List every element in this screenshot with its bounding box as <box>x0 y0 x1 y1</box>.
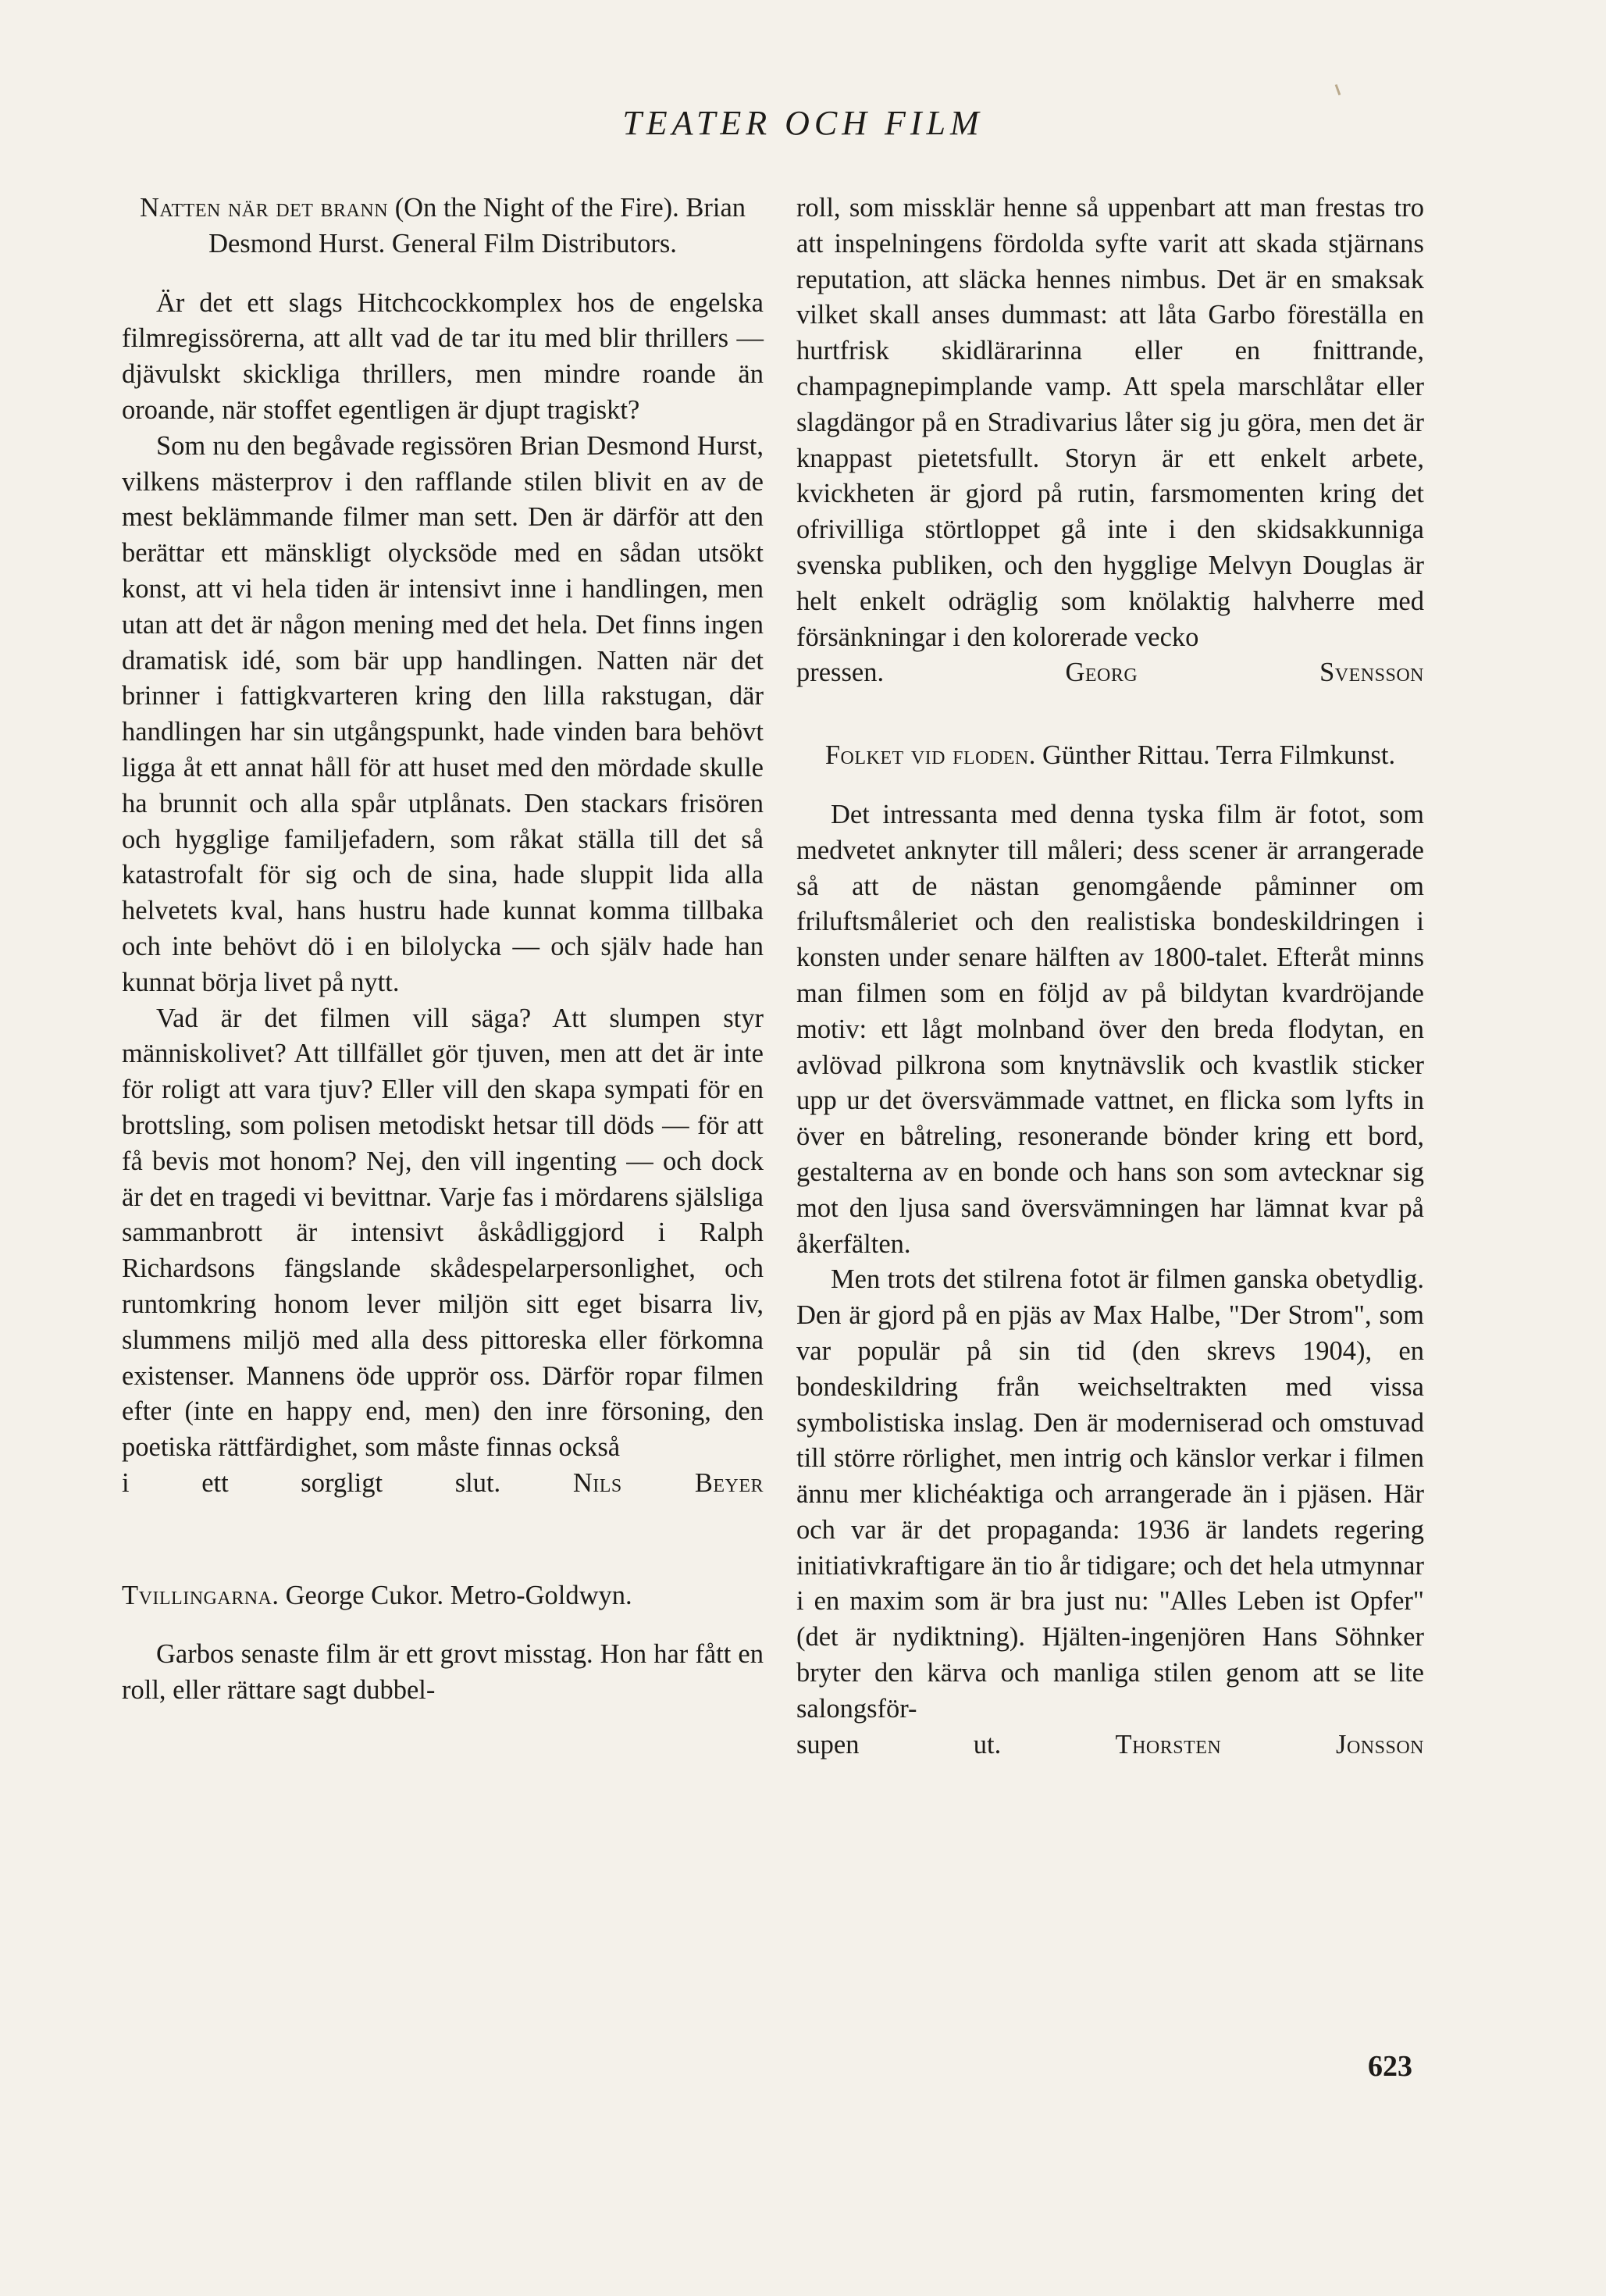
left-column <box>122 191 764 1709</box>
review-paragraph-end: supen ut. <box>796 1729 1002 1759</box>
page-number: 623 <box>1368 2050 1412 2083</box>
signature-line <box>122 1466 764 1502</box>
review-paragraph: Vad är det filmen vill säga? Att slumpen styr människolivet? Att tillfället gör tjuven, men att det är inte för roligt att vara tjuv? Eller vill den skapa sympati för en brottsling, som polisen metodiskt hetsar till döds — för att få bevis mot honom? Nej, den vill ingenting — och dock är det en tragedi vi bevittnar. Varje fas i mördarens själsliga sammanbrott är intensivt åskådliggjord i Ralph Richardsons fängslande skådespelarpersonlighet, och runtomkring honom lever miljön sitt eget bisarra liv, slummens miljö med alla dess pittoreska eller förkomna existenser. Mannens öde upprör oss. Därför ropar filmen efter (inte en happy end, men) den inre försoning, den poetiska rättfärdighet, som måste finnas också <box>122 1003 764 1463</box>
review-paragraph-continued: roll, som missklär henne så uppenbart att man frestas tro att inspelningens fördolda syfte varit att skada stjärnans reputation, att släcka hennes nimbus. Det är en smaksak vilket skall anses dummast: att låta Garbo föreställa en hurtfrisk skidlärarinna eller en fnittrande, champagnepimplande vamp. Att spela marschlåtar eller slagdängor på en Stradivarius låter sig ju göra, men det är knappast pietetsfullt. Storyn är ett enkelt arbete, kvickheten är gjord på rutin, farsmomenten kring det ofrivilliga störtloppet gå inte i den skidsakkunniga svenska publiken, och den hygglige Melvyn Douglas är helt enkelt odräglig som knölaktig halvherre med försänkningar i den kolorerade vecko <box>796 193 1424 652</box>
author-signature: Nils Beyer <box>572 1467 764 1498</box>
film-title: Folket vid floden <box>824 740 1029 771</box>
review-paragraph: Som nu den begåvade regissören Brian Desmond Hurst, vilkens mästerprov i den rafflande stilen blivit en av de mest beklämmande filmer man sett. Den är därför att den berättar ett mänskligt olycksöde med en sådan utsökt konst, att vi hela tiden är intensivt inne i handlingen, men utan att det är någon mening med det hela. Det finns ingen dramatisk idé, som bär upp handlingen. Natten när det brinner i fattigkvarteren kring den lilla rakstugan, där handlingen har sin utgångspunkt, hade vinden bara behövt ligga åt ett annat håll för att huset med den mördade skulle ha brunnit och alla spår utplånats. Den stackars frisören och hygglige familjefadern, som råkat ställa till det så katastrofalt för sig och de sina, hade sluppit lida alla helvetets kval, hans hustru hade kunnat komma tillbaka och inte behövt dö i en bilolycka — och själv hade han kunnat börja livet på nytt. <box>122 430 764 997</box>
signature-line <box>796 1727 1424 1763</box>
review-paragraph-end: pressen. <box>796 658 885 688</box>
review-title-folket <box>796 738 1424 774</box>
print-speck <box>1335 84 1341 95</box>
film-credits: . Günther Rittau. Terra Filmkunst. <box>1028 740 1396 771</box>
author-signature: Georg Svensson <box>1065 658 1424 688</box>
author-signature: Thorsten Jonsson <box>1115 1729 1424 1759</box>
film-title: Natten när det brann <box>139 193 389 223</box>
film-credits: (On the Night of the Fire). Brian Desmond Hurst. General Film Distributors. <box>208 193 746 258</box>
review-paragraph-end: i ett sorgligt slut. <box>122 1467 501 1498</box>
right-column <box>796 191 1424 1763</box>
review-paragraph: Men trots det stilrena fotot är filmen ganska obetydlig. Den är gjord på en pjäs av Max Halbe, "Der Strom", som var populär på sin tid (den skrevs 1904), en bondeskildring från weichseltrakten med vissa symbolistiska inslag. Den är moderniserad och omstuvad till större rörlighet, men intrig och känslor verkar i filmen ännu mer klichéaktiga och arrangerade än i pjäsen. Här och var är det propaganda: 1936 är landets regering initiativkraftigare än tio år tidigare; och det hela utmynnar i en maxim som är bra just nu: "Alles Leben ist Opfer" (det är nydiktning). Hjälten-ingenjören Hans Söhnker bryter den kärva och manliga stilen genom att se lite salongsför- <box>796 1264 1424 1724</box>
review-paragraph: Det intressanta med denna tyska film är fotot, som medvetet anknyter till måleri; dess scener är arrangerade så att de nästan genomgående påminner om friluftsmåleriet och den realistiska bondeskildringen i konsten under senare hälften av 1800-talet. Efteråt minns man filmen som en följd av på bildytan kvardröjande motiv: ett lågt molnband över den breda flodytan, en avlövad pilkrona som knytnävslik och kvastlik sticker upp ur det översvämmade vattnet, en flicka som lyfts in över en båtreling, resonerande bönder kring ett bord, gestalterna av en bonde och hans son som avtecknar sig mot den ljusa sand översvämningen har lämnat kvar på åkerfälten. <box>796 799 1424 1259</box>
film-credits: . George Cukor. Metro-Goldwyn. <box>272 1580 632 1610</box>
review-title-tvillingarna <box>122 1578 764 1614</box>
review-title-natten <box>122 191 764 262</box>
review-paragraph: Är det ett slags Hitchcockkomplex hos de engelska filmregissörerna, att allt vad de tar itu med blir thrillers — djävulskt skickliga thrillers, men mindre roande än oroande, när stoffet egentligen är djupt tragiskt? <box>122 287 764 425</box>
page-title: TEATER OCH FILM <box>622 104 984 142</box>
review-paragraph: Garbos senaste film är ett grovt misstag. Hon har fått en roll, eller rättare sagt dubbel- <box>122 1639 764 1706</box>
film-title: Tvillingarna <box>122 1580 272 1610</box>
signature-line <box>796 655 1424 691</box>
